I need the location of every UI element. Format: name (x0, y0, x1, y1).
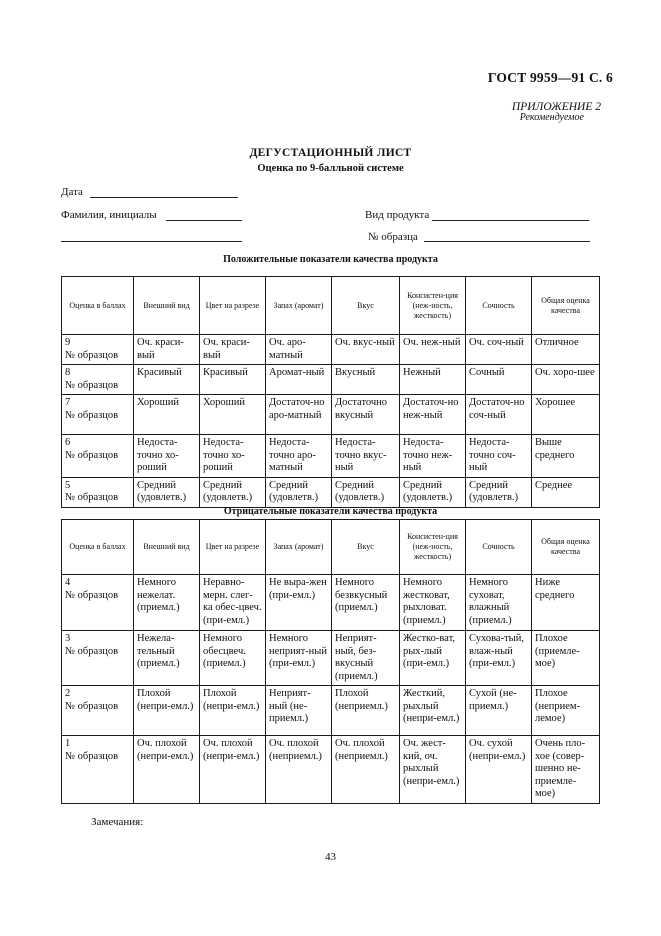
appendix-label: ПРИЛОЖЕНИЕ 2 (511, 101, 601, 113)
sample-label: № образца (368, 231, 418, 243)
table-cell: Немного безвкусный (приемл.) (332, 575, 400, 631)
score-cell: 4 № образцов (62, 575, 134, 631)
table-cell: Немного жестковат, рыхловат. (приемл.) (400, 575, 466, 631)
header-juiciness: Сочность (466, 277, 532, 335)
table-cell: Недоста-точно соч-ный (466, 435, 532, 478)
table-cell: Оч. соч-ный (466, 335, 532, 365)
table-cell: Недоста-точно хо-роший (200, 435, 266, 478)
score-cell: 1 № образцов (62, 736, 134, 804)
table-cell: Средний (удовлетв.) (134, 477, 200, 507)
negative-header-row (62, 520, 600, 575)
table-cell: Отличное (532, 335, 600, 365)
table-cell: Средний (удовлетв.) (332, 477, 400, 507)
table-cell: Нежела-тельный (приемл.) (134, 631, 200, 686)
document-title: ДЕГУСТАЦИОННЫЙ ЛИСТ (249, 147, 412, 159)
table-row (62, 335, 600, 365)
table-row (62, 631, 600, 686)
table-row (62, 395, 600, 435)
date-label: Дата (61, 186, 83, 198)
table-cell: Оч. плохой (непри-емл.) (134, 736, 200, 804)
positive-header-row (62, 277, 600, 335)
table-cell: Немного неприят-ный (при-емл.) (266, 631, 332, 686)
header-taste: Вкус (332, 520, 400, 575)
header-aroma: Запах (аромат) (266, 520, 332, 575)
name-label: Фамилия, инициалы (61, 209, 157, 221)
table-cell: Оч. краси-вый (200, 335, 266, 365)
header-aroma: Запах (аромат) (266, 277, 332, 335)
table-cell: Плохой (непри-емл.) (134, 686, 200, 736)
document-subtitle: Оценка по 9-балльной системе (257, 163, 404, 174)
table-cell: Неравно-мерн. слег-ка обес-цвеч. (при-емл.) (200, 575, 266, 631)
table-cell: Достаточ-но неж-ный (400, 395, 466, 435)
table-row (62, 435, 600, 478)
table-cell: Очень пло-хое (совер-шенно не-приемле-мое) (532, 736, 600, 804)
score-cell: 8 № образцов (62, 365, 134, 395)
table-cell: Сухова-тый, влаж-ный (при-емл.) (466, 631, 532, 686)
header-consistency: Консистен-ция (неж-ность, жесткость) (400, 277, 466, 335)
table-row (62, 365, 600, 395)
table-cell: Средний (удовлетв.) (466, 477, 532, 507)
table-cell: Недоста-точно аро-матный (266, 435, 332, 478)
header-overall: Общая оценка качества (532, 520, 600, 575)
table-cell: Не выра-жен (при-емл.) (266, 575, 332, 631)
score-cell: 9 № образцов (62, 335, 134, 365)
table-row (62, 736, 600, 804)
header-score: Оценка в баллах (62, 520, 134, 575)
table-cell: Оч. плохой (неприемл.) (332, 736, 400, 804)
table-cell: Средний (удовлетв.) (200, 477, 266, 507)
table-cell: Жестко-ват, рых-лый (при-емл.) (400, 631, 466, 686)
header-appearance: Внешний вид (134, 277, 200, 335)
table-cell: Оч. сухой (непри-емл.) (466, 736, 532, 804)
table-cell: Недоста-точно хо-роший (134, 435, 200, 478)
table-cell: Оч. жест-кий, оч. рыхлый (непри-емл.) (400, 736, 466, 804)
date-field[interactable] (90, 197, 238, 198)
table-row (62, 575, 600, 631)
appendix-status: Рекомендуемое (519, 112, 584, 123)
table-cell: Плохое (неприем-лемое) (532, 686, 600, 736)
header-cut-color: Цвет на разрезе (200, 277, 266, 335)
name-field-continued[interactable] (61, 241, 242, 242)
score-cell: 6 № образцов (62, 435, 134, 478)
table-cell: Достаточ-но соч-ный (466, 395, 532, 435)
table-cell: Жесткий, рыхлый (непри-емл.) (400, 686, 466, 736)
table-cell: Нежный (400, 365, 466, 395)
table-cell: Достаточно вкусный (332, 395, 400, 435)
table-cell: Средний (удовлетв.) (400, 477, 466, 507)
table-cell: Недоста-точно неж-ный (400, 435, 466, 478)
page-number: 43 (325, 851, 336, 863)
table-cell: Среднее (532, 477, 600, 507)
product-label: Вид продукта (365, 209, 430, 221)
table-cell: Хороший (200, 395, 266, 435)
table-cell: Плохой (непри-емл.) (200, 686, 266, 736)
table-cell: Оч. краси-вый (134, 335, 200, 365)
table-cell: Хорошее (532, 395, 600, 435)
table-cell: Оч. аро-матный (266, 335, 332, 365)
table-cell: Хороший (134, 395, 200, 435)
table-row (62, 686, 600, 736)
name-field[interactable] (166, 220, 242, 221)
table-cell: Плохое (приемле-мое) (532, 631, 600, 686)
table-cell: Немного обесцвеч. (приемл.) (200, 631, 266, 686)
negative-section-title: Отрицательные показатели качества продукта (223, 506, 438, 517)
header-taste: Вкус (332, 277, 400, 335)
score-cell: 7 № образцов (62, 395, 134, 435)
header-score: Оценка в баллах (62, 277, 134, 335)
table-cell: Недоста-точно вкус-ный (332, 435, 400, 478)
table-cell: Средний (удовлетв.) (266, 477, 332, 507)
product-field[interactable] (432, 220, 589, 221)
table-cell: Плохой (неприемл.) (332, 686, 400, 736)
header-appearance: Внешний вид (134, 520, 200, 575)
score-cell: 5 № образцов (62, 477, 134, 507)
table-cell: Сочный (466, 365, 532, 395)
score-cell: 3 № образцов (62, 631, 134, 686)
sample-field[interactable] (424, 241, 590, 242)
table-cell: Красивый (200, 365, 266, 395)
positive-section-title: Положительные показатели качества продукта (223, 254, 438, 265)
table-cell: Немного нежелат. (приемл.) (134, 575, 200, 631)
negative-quality-table (61, 519, 600, 804)
table-row (62, 477, 600, 507)
table-cell: Ниже среднего (532, 575, 600, 631)
table-cell: Достаточ-но аро-матный (266, 395, 332, 435)
header-cut-color: Цвет на разрезе (200, 520, 266, 575)
table-cell: Оч. плохой (неприемл.) (266, 736, 332, 804)
table-cell: Сухой (не-приемл.) (466, 686, 532, 736)
table-cell: Немного суховат, влажный (приемл.) (466, 575, 532, 631)
header-juiciness: Сочность (466, 520, 532, 575)
document-header: ГОСТ 9959—91 С. 6 (487, 70, 613, 85)
table-cell: Аромат-ный (266, 365, 332, 395)
table-cell: Красивый (134, 365, 200, 395)
positive-quality-table (61, 276, 600, 508)
table-cell: Выше среднего (532, 435, 600, 478)
table-cell: Оч. плохой (непри-емл.) (200, 736, 266, 804)
table-cell: Оч. вкус-ный (332, 335, 400, 365)
table-cell: Оч. хоро-шее (532, 365, 600, 395)
notes-label: Замечания: (91, 816, 144, 828)
table-cell: Вкусный (332, 365, 400, 395)
table-cell: Оч. неж-ный (400, 335, 466, 365)
header-consistency: Консистен-ция (неж-ность, жесткость) (400, 520, 466, 575)
table-cell: Неприят-ный, без-вкусный (приемл.) (332, 631, 400, 686)
score-cell: 2 № образцов (62, 686, 134, 736)
table-cell: Неприят-ный (не-приемл.) (266, 686, 332, 736)
header-overall: Общая оценка качества (532, 277, 600, 335)
